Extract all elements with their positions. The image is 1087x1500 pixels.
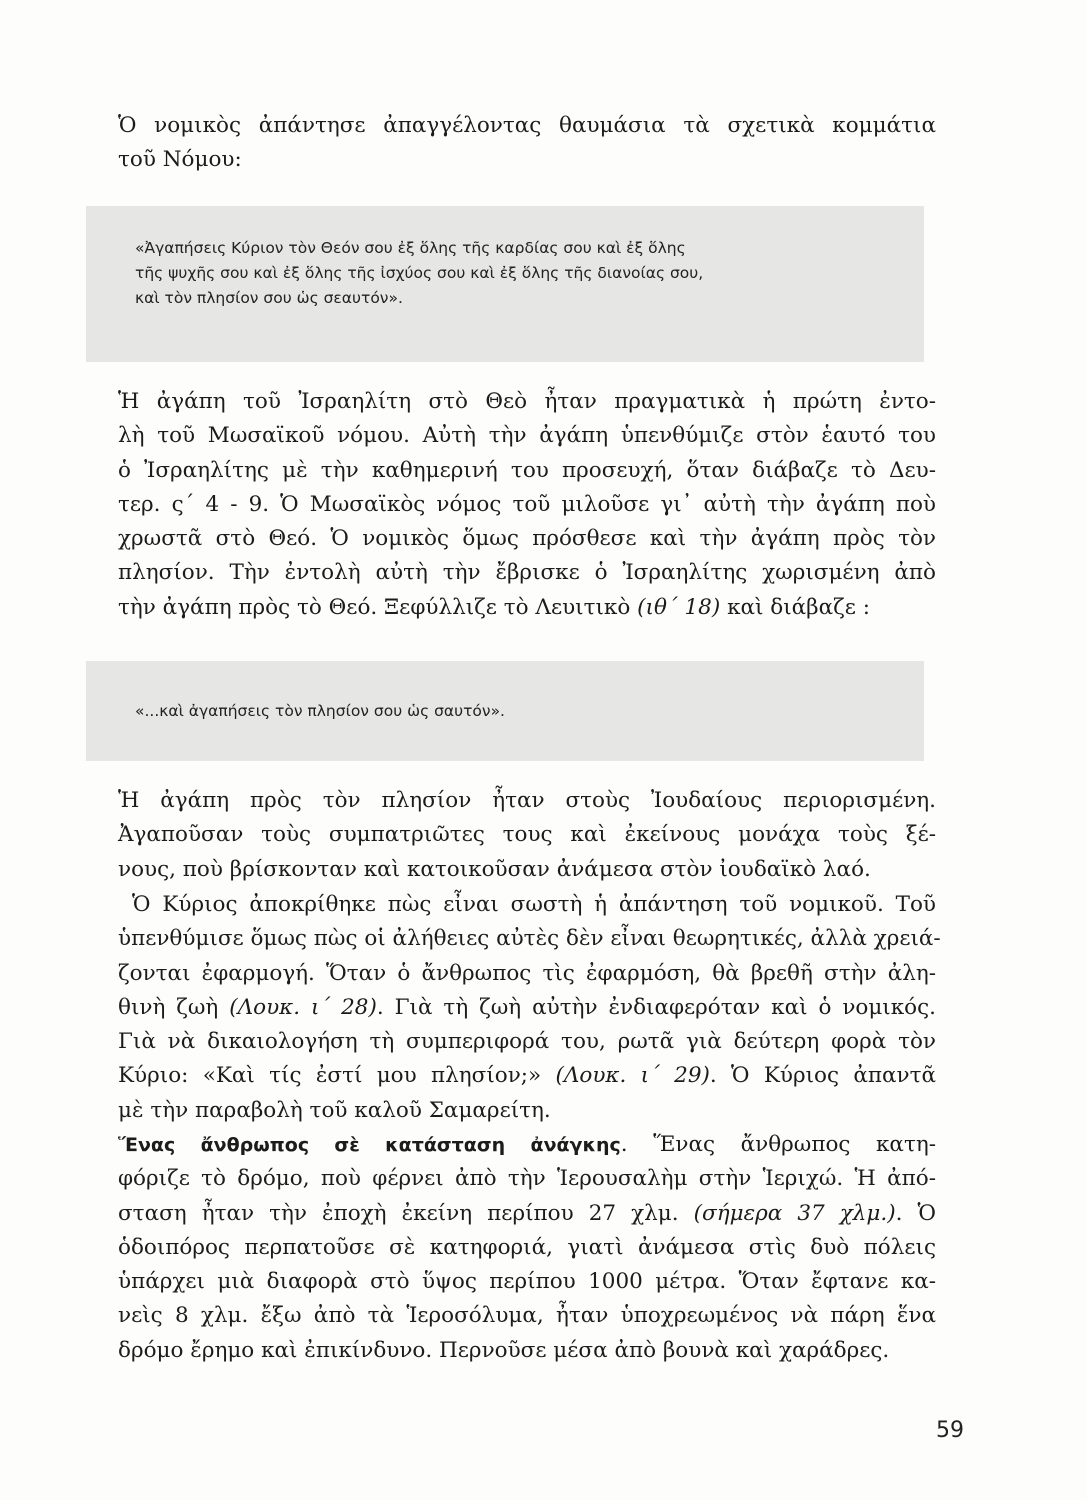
text-run: καὶ διάβαζε :: [720, 594, 870, 620]
text-run: . Γιὰ τὴ ζωὴ αὐτὴν ἐνδιαφερόταν καὶ ὁ νομικός.: [376, 994, 936, 1020]
text-run: . Ὁ Κύριος ἀπαντᾶ: [709, 1063, 936, 1089]
quote-line: «Ἀγαπήσεις Κύριον τὸν Θεόν σου ἐξ ὅλης τῆς καρδίας σου καὶ ἐξ ὅλης: [135, 239, 686, 257]
text-line: νους, ποὺ βρίσκονταν καὶ κατοικοῦσαν ἀνάμεσα στὸν ἰουδαϊκὸ λαό.: [118, 856, 871, 882]
text-line: νεὶς 8 χλμ. ἔξω ἀπὸ τὰ Ἱεροσόλυμα, ἦταν ὑποχρεωμένος νὰ πάρη ἕνα: [118, 1303, 936, 1329]
text-line: [118, 591, 936, 625]
text-line: τοῦ Νόμου:: [118, 147, 242, 173]
scripture-quote: [135, 236, 905, 311]
text-line: πλησίον. Τὴν ἐντολὴ αὐτὴ τὴν ἔβρισκε ὁ Ἰσραηλίτης χωρισμένη ἀπὸ: [118, 560, 936, 586]
page-number: 59: [936, 1418, 964, 1443]
text-line: Γιὰ νὰ δικαιολογήση τὴ συμπεριφορά του, ρωτᾶ γιὰ δεύτερη φορὰ τὸν: [118, 1029, 936, 1055]
body-paragraph: [118, 1128, 936, 1368]
text-line: ὑπενθύμισε ὅμως πὼς οἱ ἀλήθειες αὐτὲς δὲν εἶναι θεωρητικές, ἀλλὰ χρειά-: [118, 926, 941, 952]
text-line: Ἀγαποῦσαν τοὺς συμπατριῶτες τους καὶ ἐκείνους μονάχα τοὺς ξέ-: [118, 822, 936, 848]
text-line: Ὁ νομικὸς ἀπάντησε ἀπαγγέλοντας θαυμάσια τὰ σχετικὰ κομμάτια: [118, 113, 936, 138]
text-line: δρόμο ἔρημο καὶ ἐπικίνδυνο. Περνοῦσε μέσα ἀπὸ βουνὰ καὶ χαράδρες.: [118, 1337, 890, 1363]
text-line: [118, 1197, 936, 1231]
intro-paragraph: [118, 109, 936, 178]
body-paragraph: [118, 888, 941, 1128]
text-run: τὴν ἀγάπη πρὸς τὸ Θεό. Ξεφύλλιζε τὸ Λευιτικὸ: [118, 594, 638, 620]
text-line: Ἡ ἀγάπη πρὸς τὸν πλησίον ἦταν στοὺς Ἰουδαίους περιορισμένη.: [118, 788, 936, 813]
text-run: . Ἕνας ἄνθρωπος κατη-: [620, 1132, 936, 1157]
text-line: Ὁ Κύριος ἀποκρίθηκε πὼς εἶναι σωστὴ ἡ ἀπάντηση τοῦ νομικοῦ. Τοῦ: [132, 892, 936, 917]
text-line: μὲ τὴν παραβολὴ τοῦ καλοῦ Σαμαρείτη.: [118, 1097, 551, 1123]
body-paragraph: [118, 385, 936, 625]
section-heading: Ἕνας ἄνθρωπος σὲ κατάσταση ἀνάγκης: [118, 1134, 621, 1156]
text-line: ὁ Ἰσραηλίτης μὲ τὴν καθημερινή του προσευχή, ὅταν διάβαζε τὸ Δευ-: [118, 457, 936, 483]
body-paragraph: [118, 784, 936, 887]
text-line: [118, 1128, 936, 1162]
quote-line: τῆς ψυχῆς σου καὶ ἐξ ὅλης τῆς ἰσχύος σου καὶ ἐξ ὅλης τῆς διανοίας σου,: [135, 264, 704, 282]
text-line: χρωστᾶ στὸ Θεό. Ὁ νομικὸς ὅμως πρόσθεσε καὶ τὴν ἀγάπη πρὸς τὸν: [118, 526, 936, 552]
scripture-reference: (ιθ΄ 18): [637, 594, 721, 620]
text-line: ὁδοιπόρος περπατοῦσε σὲ κατηφοριά, γιατὶ ἀνάμεσα στὶς δυὸ πόλεις: [118, 1234, 936, 1260]
text-line: τερ. ς΄ 4 - 9. Ὁ Μωσαϊκὸς νόμος τοῦ μιλοῦσε γι᾽ αὐτὴ τὴν ἀγάπη ποὺ: [118, 491, 936, 517]
text-run: Κύριο: «Καὶ τίς ἐστί μου πλησίον;»: [118, 1063, 556, 1089]
text-line: ὑπάρχει μιὰ διαφορὰ στὸ ὕψος περίπου 1000 μέτρα. Ὅταν ἔφτανε κα-: [118, 1269, 936, 1295]
text-line: ζονται ἐφαρμογή. Ὅταν ὁ ἄνθρωπος τὶς ἐφαρμόση, θὰ βρεθῆ στὴν ἀλη-: [118, 960, 936, 986]
text-line: [118, 991, 936, 1025]
quote-line: καὶ τὸν πλησίον σου ὡς σεαυτόν».: [135, 289, 403, 307]
scripture-reference: (Λουκ. ι΄ 28): [229, 994, 377, 1020]
scripture-quote: [135, 699, 905, 724]
text-run-italic: (σήμερα 37 χλμ.): [693, 1200, 896, 1226]
text-line: φόριζε τὸ δρόμο, ποὺ φέρνει ἀπὸ τὴν Ἱερουσαλὴμ στὴν Ἱεριχώ. Ἡ ἀπό-: [118, 1166, 936, 1192]
scripture-reference: (Λουκ. ι΄ 29): [555, 1063, 710, 1089]
quote-line: «...καὶ ἀγαπήσεις τὸν πλησίον σου ὡς σαυτόν».: [135, 702, 505, 720]
text-run: σταση ἦταν τὴν ἐποχὴ ἐκείνη περίπου 27 χλμ.: [118, 1200, 694, 1226]
text-run: . Ὁ: [895, 1200, 936, 1226]
text-line: Ἡ ἀγάπη τοῦ Ἰσραηλίτη στὸ Θεὸ ἦταν πραγματικὰ ἡ πρώτη ἐντο-: [118, 389, 936, 414]
text-line: λὴ τοῦ Μωσαϊκοῦ νόμου. Αὐτὴ τὴν ἀγάπη ὑπενθύμιζε στὸν ἑαυτό του: [118, 423, 936, 449]
text-run: θινὴ ζωὴ: [118, 994, 230, 1020]
text-line: [118, 1059, 936, 1093]
